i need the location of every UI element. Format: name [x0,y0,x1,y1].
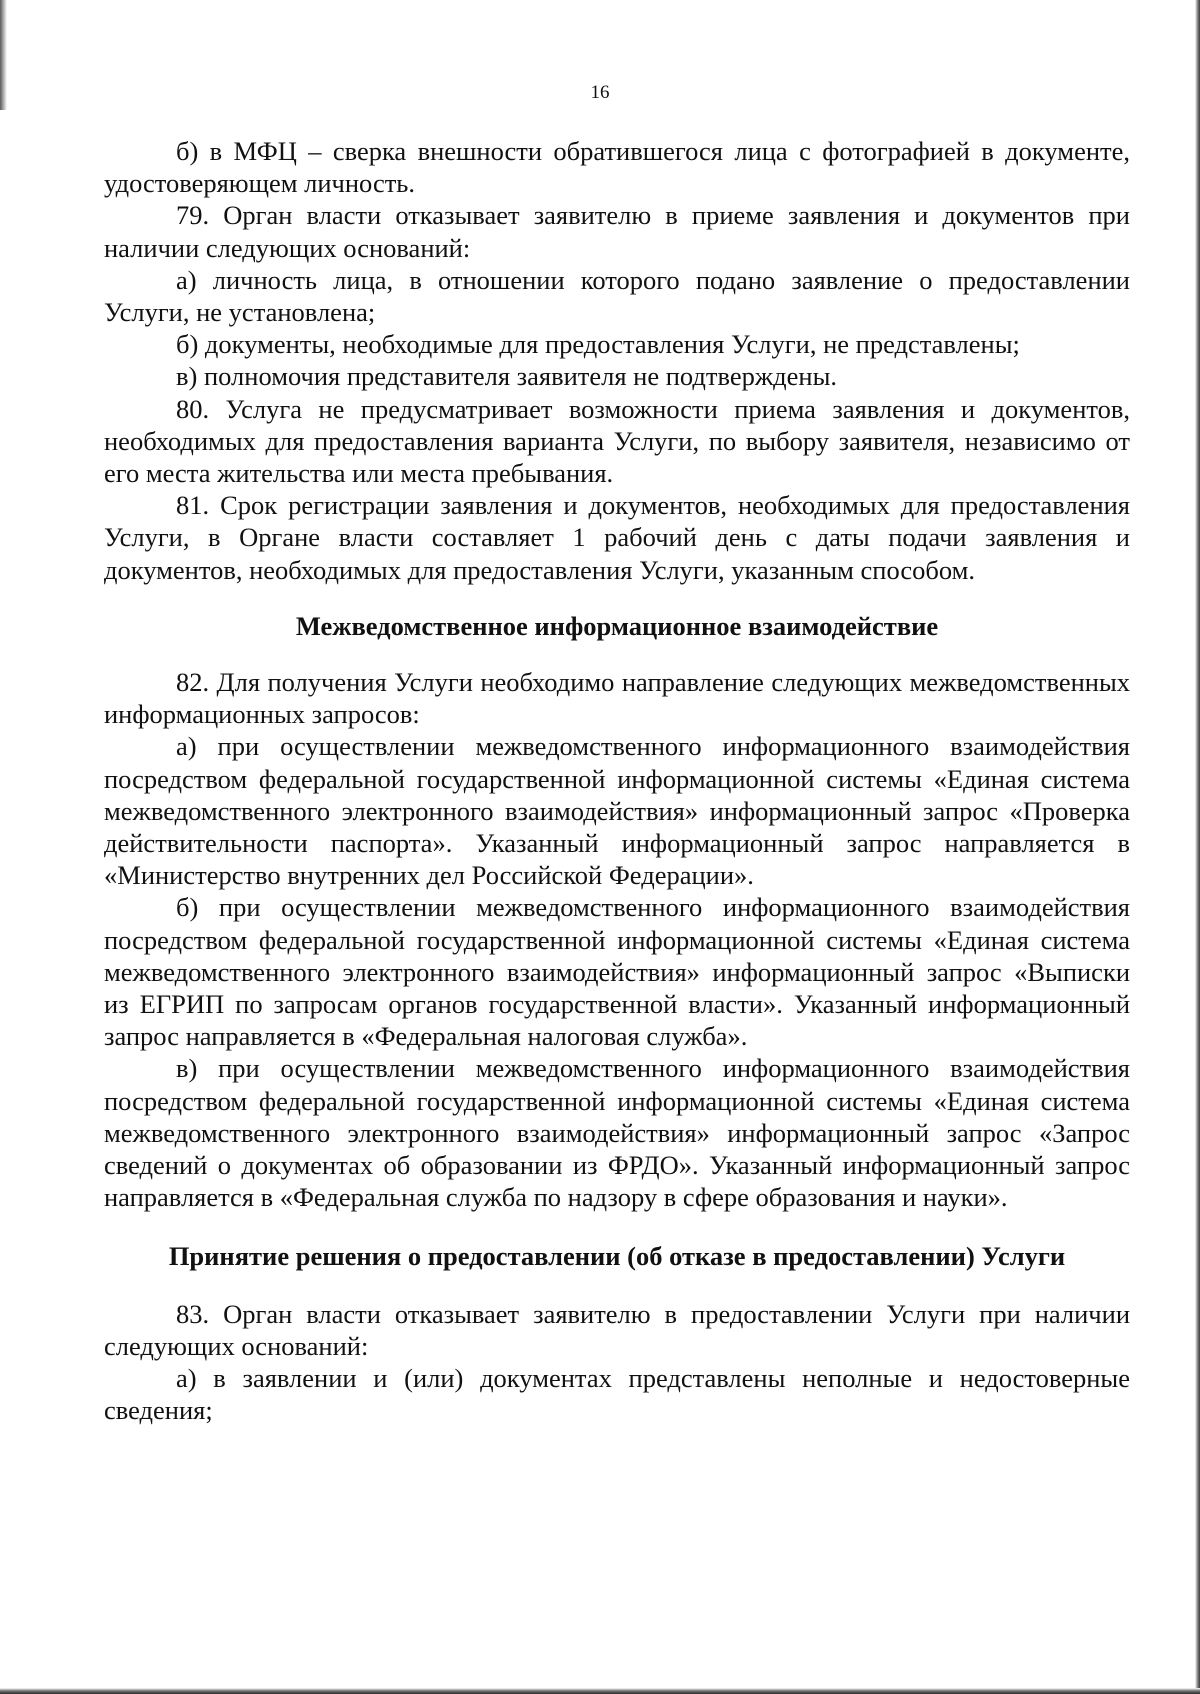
paragraph-82-v: в) при осуществлении межведомственного информационного взаимодействия посредством федеральной государственной информационной системы «Единая система межведомственного электронного взаимодействия» информационный запрос «Запрос сведений о документах об образовании из ФРДО». Указанный информационный запрос направляется в «Федеральная служба по надзору в сфере образования и науки». [104,1053,1130,1213]
document-body [104,135,1130,1427]
paragraph-79: 79. Орган власти отказывает заявителю в приеме заявления и документов при наличии следующих оснований: [104,200,1130,263]
paragraph-mfc-check: б) в МФЦ – сверка внешности обратившегося лица с фотографией в документе, удостоверяющем личность. [104,136,1130,199]
paragraph-82: 82. Для получения Услуги необходимо направление следующих межведомственных информационных запросов: [104,667,1130,730]
paragraph-80: 80. Услуга не предусматривает возможности приема заявления и документов, необходимых для предоставления варианта Услуги, по выбору заявителя, независимо от его места жительства или места пребывания. [104,393,1130,489]
paragraph-79-a: а) личность лица, в отношении которого подано заявление о предоставлении Услуги, не установлена; [104,264,1130,328]
paragraph-82-a: а) при осуществлении межведомственного информационного взаимодействия посредством федеральной государственной информационной системы «Единая система межведомственного электронного взаимодействия» информационный запрос «Проверка действительности паспорта». Указанный информационный запрос направляется в «Министерство внутренних дел Российской Федерации». [104,731,1130,891]
scan-edge-bottom [0,1688,1200,1694]
section-heading-interagency: Межведомственное информационное взаимодействие [295,610,939,641]
section-heading-decision: Принятие решения о предоставлении (об отказе в предоставлении) Услуги [168,1240,1066,1271]
page-number: 16 [590,82,610,103]
paragraph-83: 83. Орган власти отказывает заявителю в предоставлении Услуги при наличии следующих оснований: [104,1298,1130,1361]
paragraph-83-a: а) в заявлении и (или) документах представлены неполные и недостоверные сведения; [104,1363,1130,1426]
paragraph-79-b: б) документы, необходимые для предоставления Услуги, не представлены; [176,329,1020,360]
paragraph-79-v: в) полномочия представителя заявителя не подтверждены. [176,361,838,392]
paragraph-82-b: б) при осуществлении межведомственного информационного взаимодействия посредством федеральной государственной информационной системы «Единая система межведомственного электронного взаимодействия» информационный запрос «Выписки из ЕГРИП по запросам органов государственной власти». Указанный информационный запрос направляется в «Федеральная налоговая служба». [104,892,1130,1052]
paragraph-81: 81. Срок регистрации заявления и документов, необходимых для предоставления Услуги, в Органе власти составляет 1 рабочий день с даты подачи заявления и документов, необходимых для предоставления Услуги, указанным способом. [104,490,1130,585]
scan-edge-right [1195,0,1200,1694]
